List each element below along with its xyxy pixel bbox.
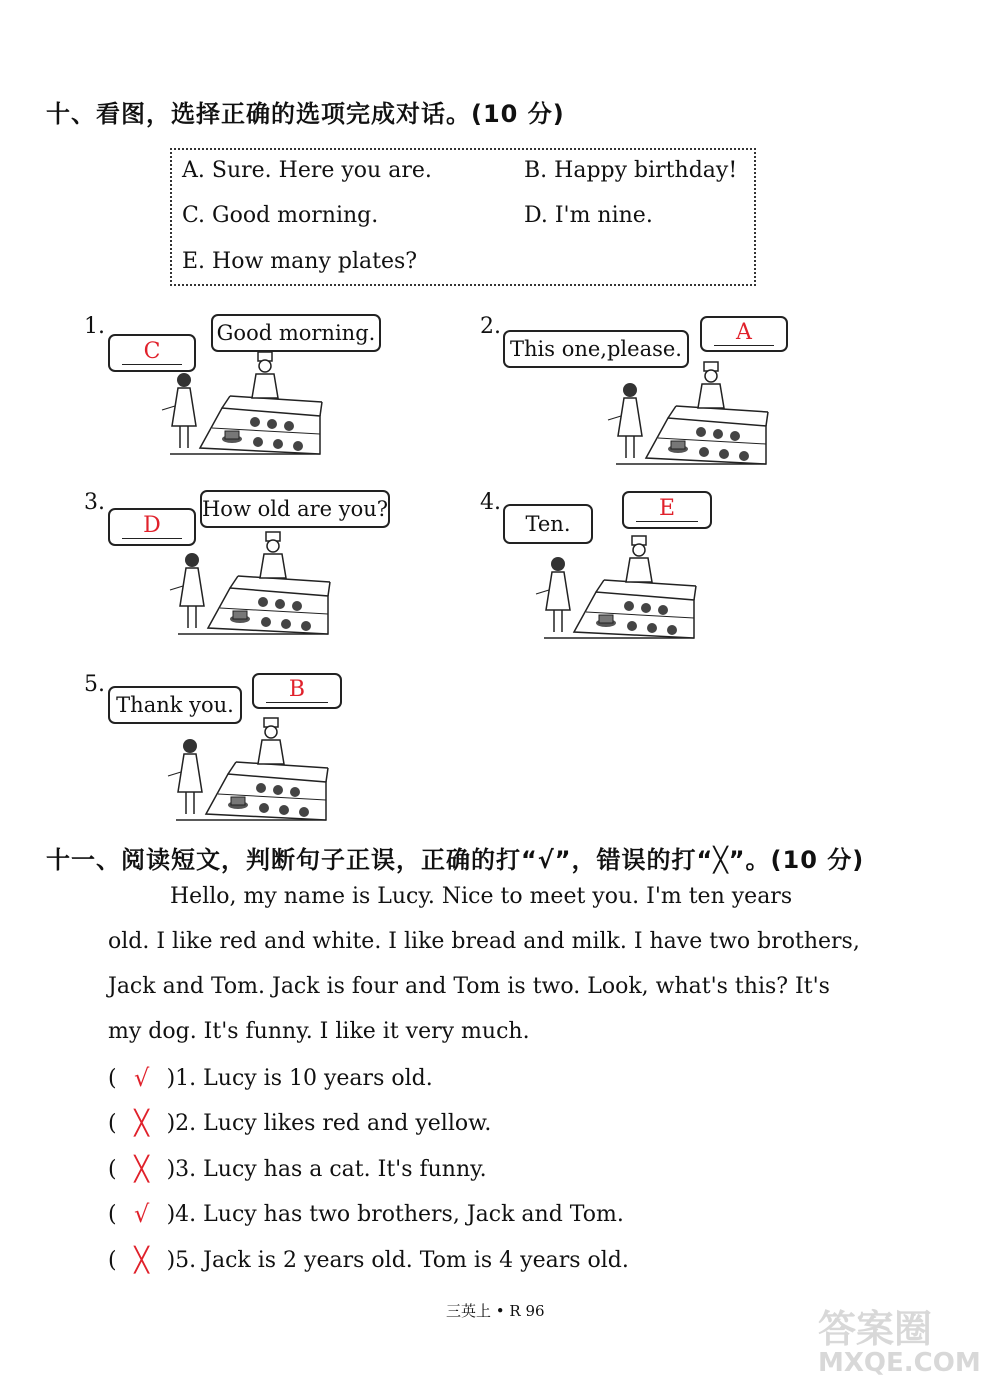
item-2-number: 2. [480,314,501,339]
statement-3 [108,1155,487,1183]
option-d: D. I'm nine. [524,203,653,228]
open-paren: ( [108,1065,117,1091]
statement-text: )5. Jack is 2 years old. Tom is 4 years old. [166,1247,629,1273]
item-1-bakery-illustration [170,336,330,460]
item-5-girl-bubble: Thank you. [108,686,242,724]
paragraph-line-4: my dog. It's funny. I like it very much. [108,1019,530,1044]
item-2-girl-bubble: This one,please. [503,330,689,368]
cross-mark: ╳ [134,1109,149,1137]
statement-text: )2. Lucy likes red and yellow. [166,1110,492,1136]
item-4-number: 4. [480,490,501,515]
item-5-number: 5. [84,672,105,697]
item-1-number: 1. [84,314,105,339]
paragraph-line-2: old. I like red and white. I like bread and milk. I have two brothers, [108,929,860,954]
option-a: A. Sure. Here you are. [182,158,432,183]
statement-5 [108,1246,629,1274]
section-10-title: 十、看图，选择正确的选项完成对话。(10 分) [46,100,565,128]
check-mark: √ [133,1200,150,1228]
open-paren: ( [108,1156,117,1182]
statement-2 [108,1109,491,1137]
item-2-answer: A [736,320,752,345]
item-5-answer: B [288,677,306,702]
open-paren: ( [108,1247,117,1273]
item-5-bakery-illustration [176,702,336,826]
cross-mark: ╳ [134,1246,149,1274]
item-4-bakery-illustration [544,520,704,644]
statement-1 [108,1064,433,1092]
check-mark: √ [133,1064,150,1092]
watermark-logo: 答案圈 [818,1307,933,1351]
statement-text: )1. Lucy is 10 years old. [166,1065,433,1091]
item-3-answer: D [143,513,161,538]
option-e: E. How many plates? [182,249,418,274]
item-3-number: 3. [84,490,105,515]
item-4-girl-bubble: Ten. [503,504,593,544]
statement-4 [108,1200,624,1228]
section-11-title: 十一、阅读短文，判断句子正误，正确的打“√”，错误的打“╳”。(10 分) [46,846,865,874]
paragraph-line-1: Hello, my name is Lucy. Nice to meet you. I'm ten years [170,884,793,909]
page-footer: 三英上 • R 96 [446,1302,545,1320]
open-paren: ( [108,1110,117,1136]
item-2-bakery-illustration [616,346,776,470]
item-1-answer: C [143,339,161,364]
paragraph-line-3: Jack and Tom. Jack is four and Tom is two. Look, what's this? It's [108,974,830,999]
item-4-answer: E [658,496,676,521]
answer-line [122,538,182,539]
cross-mark: ╳ [134,1155,149,1183]
item-3-bakery-illustration [178,516,338,640]
watermark-url: MXQE.COM [818,1348,981,1378]
option-c: C. Good morning. [182,203,379,228]
item-3-chef-bubble: How old are you? [200,490,390,528]
open-paren: ( [108,1201,117,1227]
statement-text: )4. Lucy has two brothers, Jack and Tom. [166,1201,624,1227]
statement-text: )3. Lucy has a cat. It's funny. [166,1156,487,1182]
item-1-chef-bubble: Good morning. [211,314,381,352]
option-b: B. Happy birthday! [524,158,738,183]
